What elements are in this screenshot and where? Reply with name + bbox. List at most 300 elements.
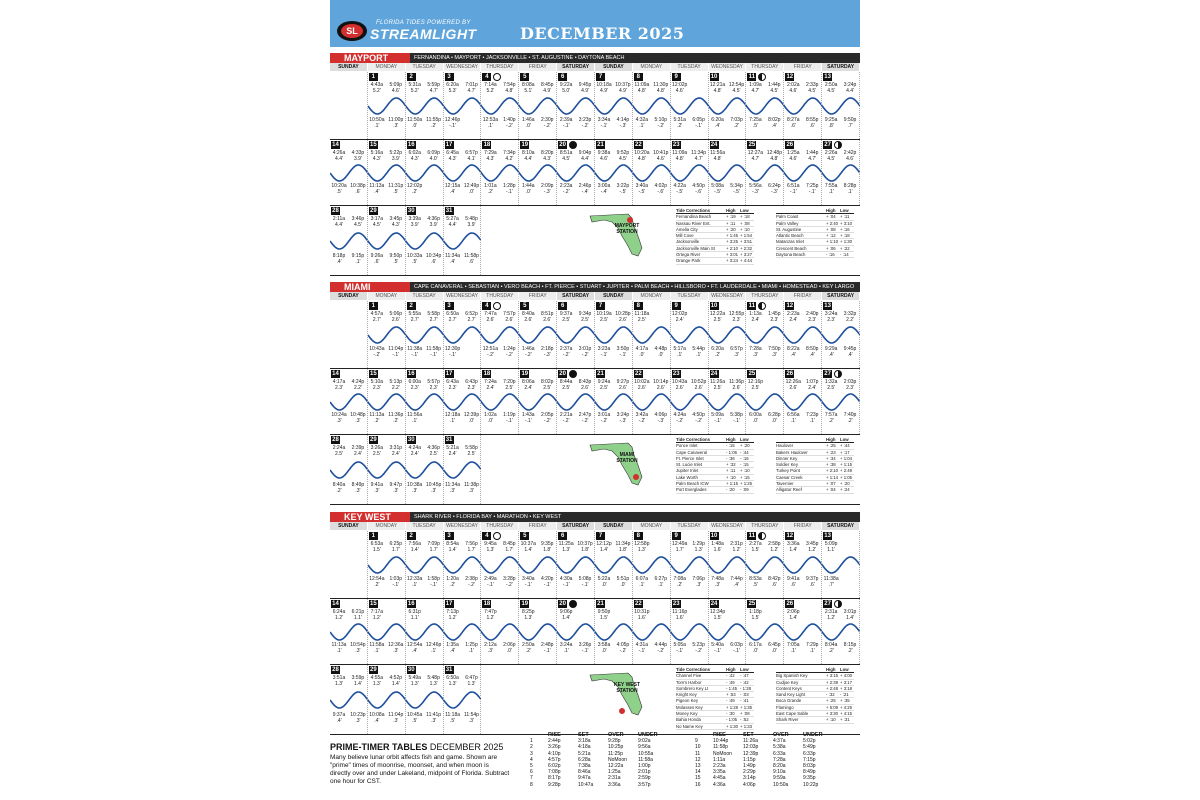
correction-cell: Cudjoe Key bbox=[776, 679, 799, 685]
day-cell bbox=[633, 531, 671, 598]
day-cell bbox=[330, 72, 368, 139]
prime-cell: 3:35a bbox=[713, 769, 726, 776]
day-cell bbox=[519, 301, 557, 368]
day-cell bbox=[444, 140, 482, 205]
day-number: 1 bbox=[369, 532, 378, 540]
low-tide-time: 5:23p -.2' bbox=[692, 642, 705, 654]
calendar-week-row bbox=[330, 140, 860, 206]
high-tide-time: 12:49a 1.7' bbox=[672, 541, 688, 553]
high-tide-time: 7:56a 1.4' bbox=[408, 541, 421, 553]
high-tide-time: 5:21a 2.4' bbox=[446, 445, 459, 457]
prime-cell: 1:25a bbox=[608, 769, 621, 776]
high-tide-time: 12:22a 2.5' bbox=[709, 311, 726, 323]
correction-row bbox=[776, 487, 854, 493]
correction-cell: - :30 bbox=[726, 711, 735, 717]
low-tide-time: 11:00p .3' bbox=[388, 117, 404, 129]
high-tide-time: 11:16p 1.6' bbox=[672, 609, 688, 621]
low-tide-time: 4:05p -.2' bbox=[616, 642, 630, 654]
prime-cell: 7:28a bbox=[773, 756, 786, 763]
day-number: 13 bbox=[824, 74, 831, 80]
weekday-label: TUESDAY bbox=[671, 63, 709, 71]
correction-cell: - 1:28 bbox=[740, 685, 751, 691]
prime-cell: 9:28p bbox=[548, 781, 561, 788]
high-tide-time: 10:52p 2.6' bbox=[690, 379, 707, 391]
low-tide-time: 5:22a .0' bbox=[597, 576, 611, 588]
high-tide-time: 1:09a 4.7' bbox=[749, 82, 762, 94]
prime-cell: 3 bbox=[530, 750, 533, 757]
correction-cell: + :08 bbox=[826, 226, 836, 232]
day-cell bbox=[519, 72, 557, 139]
prime-cell: 1:00p bbox=[638, 763, 651, 770]
high-tide-time: 4:55a 1.3' bbox=[370, 675, 384, 687]
low-tide-time: 9:37p .6' bbox=[805, 576, 819, 588]
prime-title-month: DECEMBER 2025 bbox=[429, 742, 504, 752]
prime-cell: 6:02p bbox=[548, 763, 561, 770]
tide-corrections-table-left bbox=[676, 667, 754, 730]
correction-cell: Jacksonville bbox=[676, 239, 700, 245]
high-tide-time: 10:19a 2.5' bbox=[596, 311, 612, 323]
low-tide-time: 2:38p -.2' bbox=[465, 576, 478, 588]
section-name: KEY WEST bbox=[330, 512, 410, 522]
correction-cell: Low bbox=[740, 667, 749, 672]
high-tide-time: 1:32a 2.5' bbox=[824, 379, 838, 391]
day-cell bbox=[784, 301, 822, 368]
prime-cell: NoMoon bbox=[608, 756, 627, 763]
tide-section-key-west bbox=[330, 512, 860, 740]
day-cell bbox=[444, 665, 482, 734]
correction-cell: Tide Corrections bbox=[676, 667, 711, 672]
day-cell bbox=[330, 140, 368, 205]
correction-cell: Port Everglades bbox=[676, 487, 707, 493]
low-tide-time: 3:23a -.1' bbox=[597, 346, 611, 358]
correction-cell: - :41 bbox=[740, 698, 749, 704]
day-number: 25 bbox=[748, 371, 756, 377]
correction-cell: Ponce Inlet bbox=[676, 443, 698, 449]
correction-cell: Low bbox=[740, 208, 749, 213]
day-number: 21 bbox=[597, 142, 604, 148]
prime-timer-tables bbox=[330, 732, 860, 800]
day-cell bbox=[406, 665, 444, 734]
low-tide-time: 10:20a .5' bbox=[331, 183, 347, 195]
day-cell bbox=[822, 140, 860, 205]
prime-cell: 13 bbox=[695, 763, 701, 770]
correction-cell: - :36 bbox=[726, 455, 735, 461]
low-tide-time: 2:46p -.4' bbox=[578, 183, 592, 195]
low-tide-time: 12:36a .3' bbox=[388, 642, 404, 654]
prime-header-cell: RISE bbox=[548, 732, 561, 738]
low-tide-time: 5:34p -.5' bbox=[730, 183, 743, 195]
correction-cell: + :10 bbox=[726, 474, 736, 480]
low-tide-time: 2:37a -.2' bbox=[559, 346, 573, 358]
low-tide-time: 2:49a -.1' bbox=[484, 576, 497, 588]
correction-cell: Crescent Beach bbox=[776, 245, 807, 251]
moon-phase-new-icon bbox=[569, 370, 577, 378]
low-tide-time: 4:48p .0' bbox=[654, 346, 668, 358]
high-tide-time: 11:36p 2.6' bbox=[729, 379, 744, 391]
day-cell bbox=[595, 599, 633, 664]
high-tide-time: 4:17a 2.3' bbox=[332, 379, 346, 391]
weekday-label: FRIDAY bbox=[784, 522, 822, 530]
section-stations: SHARK RIVER • FLORIDA BAY • MARATHON • KEY WEST bbox=[414, 514, 562, 520]
high-tide-time: 7:57p 2.6' bbox=[503, 311, 516, 323]
day-cell bbox=[746, 301, 784, 368]
correction-cell: + :18 bbox=[740, 214, 750, 220]
day-cell bbox=[330, 531, 368, 598]
low-tide-time: 7:57a .2' bbox=[824, 412, 838, 424]
correction-cell: High bbox=[726, 667, 736, 672]
day-number: 16 bbox=[407, 142, 415, 148]
day-number: 15 bbox=[370, 142, 377, 148]
prime-cell: 3:18a bbox=[578, 738, 591, 745]
day-number: 12 bbox=[786, 533, 794, 539]
low-tide-time: 12:39p .0' bbox=[463, 412, 480, 424]
day-cell bbox=[368, 435, 406, 504]
page-title: DECEMBER 2025 bbox=[520, 24, 685, 43]
high-tide-time: 2:42p 4.6' bbox=[843, 150, 857, 162]
high-tide-time: 7:54p 4.8' bbox=[503, 82, 516, 94]
correction-cell: Alligator Reef bbox=[776, 487, 802, 493]
day-number: 27 bbox=[824, 142, 831, 148]
correction-cell: + 1:35 bbox=[740, 704, 753, 710]
prime-cell: 8:20a bbox=[773, 763, 786, 770]
prime-cell: 9:10a bbox=[773, 769, 786, 776]
low-tide-time: 11:36p .2' bbox=[388, 412, 404, 424]
day-cell bbox=[709, 531, 747, 598]
correction-cell: Dinner Key bbox=[776, 455, 798, 461]
low-tide-time: 8:27a .6' bbox=[787, 117, 800, 129]
low-tide-time: 8:42p .6' bbox=[768, 576, 781, 588]
station-map-label: MIAMI STATION bbox=[616, 452, 638, 464]
day-number: 8 bbox=[634, 532, 643, 540]
correction-cell: + 1:10 bbox=[826, 239, 839, 245]
prime-cell: 2 bbox=[530, 744, 533, 751]
day-cell bbox=[784, 369, 822, 434]
day-number: 22 bbox=[635, 142, 642, 148]
day-number: 3 bbox=[445, 532, 454, 540]
correction-cell: - :42 bbox=[726, 673, 735, 679]
low-tide-time: 3:40a -.1' bbox=[522, 576, 535, 588]
prime-cell: 10:47a bbox=[578, 781, 594, 788]
correction-cell: + :10 bbox=[740, 226, 750, 232]
prime-header-cell: OVER bbox=[608, 732, 624, 738]
low-tide-time: 9:50p .7' bbox=[843, 117, 857, 129]
correction-cell: - :47 bbox=[740, 673, 749, 679]
correction-cell: + 2:10 bbox=[826, 468, 839, 474]
low-tide-time: 6:00a .0' bbox=[749, 412, 762, 424]
weekday-label: TUESDAY bbox=[406, 63, 444, 71]
high-tide-time: 8:06a 2.4' bbox=[522, 379, 535, 391]
day-cell bbox=[633, 72, 671, 139]
day-number: 2 bbox=[407, 302, 416, 310]
low-tide-time: 1:02a .0' bbox=[484, 412, 497, 424]
day-cell bbox=[784, 531, 822, 598]
day-number: 7 bbox=[596, 73, 605, 81]
prime-cell: 4:45a bbox=[713, 775, 726, 782]
low-tide-time: 4:22a -.5' bbox=[673, 183, 686, 195]
correction-cell: Jacksonville Main St bbox=[676, 245, 715, 251]
low-tide-time: 3:23p -.2' bbox=[578, 117, 592, 129]
weekday-label: SATURDAY bbox=[822, 63, 860, 71]
day-cell bbox=[330, 599, 368, 664]
correction-cell: + :34 bbox=[826, 455, 836, 461]
correction-cell: + 1:14 bbox=[826, 474, 839, 480]
high-tide-time: 5:27a 4.4' bbox=[446, 216, 459, 228]
high-tide-time: 7:24a 2.4' bbox=[484, 379, 497, 391]
high-tide-time: 2:50a 4.5' bbox=[824, 82, 838, 94]
low-tide-time: 5:31a .2' bbox=[673, 117, 686, 129]
high-tide-time: 6:47p 1.3' bbox=[465, 675, 478, 687]
day-cell bbox=[330, 301, 368, 368]
low-tide-time: 1:35a .4' bbox=[446, 642, 459, 654]
day-number: 6 bbox=[558, 302, 567, 310]
prime-table-a bbox=[530, 732, 668, 788]
weekday-label: SUNDAY bbox=[595, 292, 633, 300]
low-tide-time: 9:15p .1' bbox=[351, 253, 365, 265]
weekday-label: FRIDAY bbox=[784, 292, 822, 300]
low-tide-time: 4:50p -.2' bbox=[692, 412, 705, 424]
low-tide-time: 8:04a .2' bbox=[824, 642, 838, 654]
high-tide-time: 4:43a 5.2' bbox=[370, 82, 384, 94]
high-tide-time: 9:35p 1.8' bbox=[540, 541, 554, 553]
day-cell bbox=[709, 301, 747, 368]
correction-cell: Low bbox=[740, 437, 749, 442]
low-tide-time: 12:15a .4' bbox=[444, 183, 461, 195]
high-tide-time: 11:30p 4.8' bbox=[653, 82, 669, 94]
day-cell bbox=[671, 599, 709, 664]
high-tide-time: 1:45p 2.3' bbox=[768, 311, 781, 323]
correction-cell: Mill Cove bbox=[676, 233, 694, 239]
low-tide-time: 11:04p -.1' bbox=[388, 346, 404, 358]
prime-cell: 6:28a bbox=[578, 756, 591, 763]
day-number: 12 bbox=[786, 303, 794, 309]
correction-cell: + 3:25 bbox=[726, 239, 739, 245]
high-tide-time: 9:04p 4.4' bbox=[578, 150, 592, 162]
low-tide-time: 1:03p -.1' bbox=[389, 576, 403, 588]
high-tide-time: 9:50p 1.5' bbox=[597, 609, 611, 621]
day-cell bbox=[444, 435, 482, 504]
day-cell bbox=[557, 531, 595, 598]
day-cell bbox=[481, 72, 519, 139]
day-cell bbox=[746, 72, 784, 139]
high-tide-time: 5:58p 2.7' bbox=[427, 311, 440, 323]
weekday-label: WEDNESDAY bbox=[444, 522, 482, 530]
low-tide-time: 6:20a .4' bbox=[711, 117, 724, 129]
correction-cell: Lake Worth bbox=[676, 474, 698, 480]
low-tide-time: 3:01p -.2' bbox=[578, 346, 592, 358]
day-number: 20 bbox=[559, 142, 566, 148]
high-tide-time: 11:34p 1.8' bbox=[615, 541, 631, 553]
high-tide-time: 4:52p 1.4' bbox=[389, 675, 403, 687]
high-tide-time: 10:20a 4.8' bbox=[634, 150, 650, 162]
low-tide-time: 1:46a .0' bbox=[522, 117, 535, 129]
day-number: 29 bbox=[370, 208, 377, 214]
high-tide-time: 3:36a 1.4' bbox=[787, 541, 800, 553]
correction-cell: + 1:05 bbox=[840, 474, 853, 480]
weekday-label: MONDAY bbox=[368, 292, 406, 300]
prime-cell: 11:26a bbox=[743, 738, 758, 745]
high-tide-time: 3:45p 1.2' bbox=[805, 541, 819, 553]
calendar-week-row bbox=[330, 599, 860, 665]
day-number: 10 bbox=[710, 303, 718, 309]
day-cell bbox=[481, 140, 519, 205]
weekday-label: MONDAY bbox=[633, 292, 671, 300]
correction-cell: - :21 bbox=[840, 692, 849, 698]
florida-map-icon bbox=[588, 210, 644, 260]
correction-row bbox=[776, 252, 854, 258]
day-cell bbox=[444, 206, 482, 275]
moon-phase-new-icon bbox=[569, 600, 577, 608]
high-tide-time: 6:50a 2.7' bbox=[446, 311, 459, 323]
low-tide-time: 3:34a -.1' bbox=[597, 117, 611, 129]
low-tide-time: 1:46a -.2' bbox=[522, 346, 535, 358]
high-tide-time: 1:48a 1.6' bbox=[711, 541, 724, 553]
low-tide-time: 7:28a .3' bbox=[749, 346, 762, 358]
correction-cell: - :49 bbox=[726, 679, 735, 685]
day-cell bbox=[368, 72, 406, 139]
low-tide-time: 11:13a .1' bbox=[331, 642, 347, 654]
high-tide-time: 6:00a 2.3' bbox=[408, 379, 421, 391]
prime-cell: 10 bbox=[695, 744, 701, 751]
high-tide-time: 9:37a 2.5' bbox=[559, 311, 573, 323]
prime-cell: 5 bbox=[530, 763, 533, 770]
prime-cell: 8:17p bbox=[548, 775, 561, 782]
low-tide-time: 10:45a .5' bbox=[407, 712, 423, 724]
day-number: 29 bbox=[370, 437, 377, 443]
day-cell bbox=[444, 599, 482, 664]
weekday-label: TUESDAY bbox=[671, 292, 709, 300]
day-number: 25 bbox=[748, 601, 756, 607]
high-tide-time: 3:24a 2.3' bbox=[824, 311, 838, 323]
correction-cell: + 3:10 bbox=[840, 220, 853, 226]
high-tide-time: 5:59p 4.7' bbox=[427, 82, 440, 94]
day-cell bbox=[519, 369, 557, 434]
high-tide-time: 10:37p 1.8' bbox=[577, 541, 593, 553]
prime-cell: 9:59a bbox=[773, 775, 786, 782]
day-cell bbox=[595, 369, 633, 434]
high-tide-time: 8:51a 4.5' bbox=[559, 150, 573, 162]
low-tide-time: 8:40a .2' bbox=[332, 482, 346, 494]
prime-cell: NoMoon bbox=[713, 750, 732, 757]
low-tide-time: 11:34a .4' bbox=[445, 253, 461, 265]
high-tide-time: 7:56p 1.7' bbox=[465, 541, 478, 553]
correction-cell: Big Spanish Key bbox=[776, 673, 808, 679]
day-number: 9 bbox=[672, 532, 681, 540]
high-tide-time: 10:37p 4.9' bbox=[615, 82, 631, 94]
prime-cell: 2:59p bbox=[638, 775, 651, 782]
low-tide-time: 5:09a -.1' bbox=[711, 412, 724, 424]
correction-cell: - :16 bbox=[740, 455, 749, 461]
low-tide-time: 11:31p .5' bbox=[388, 183, 404, 195]
day-number: 24 bbox=[710, 371, 718, 377]
high-tide-time: 7:47p 1.2' bbox=[484, 609, 497, 621]
low-tide-time: 7:50p .3' bbox=[768, 346, 781, 358]
day-number: 11 bbox=[748, 303, 756, 309]
low-tide-time: 10:33a .5' bbox=[407, 253, 423, 265]
section-header-bar bbox=[330, 512, 860, 522]
prime-cell: 7:08p bbox=[548, 769, 561, 776]
day-number: 14 bbox=[332, 601, 339, 607]
correction-cell: Turkey Point bbox=[776, 468, 800, 474]
day-number: 14 bbox=[332, 371, 339, 377]
low-tide-time: 10:08a .4' bbox=[369, 712, 385, 724]
prime-cell: 15 bbox=[695, 775, 701, 782]
low-tide-time: 10:45p .3' bbox=[425, 482, 442, 494]
correction-cell: + 4:44 bbox=[740, 258, 753, 264]
weekday-label: TUESDAY bbox=[406, 292, 444, 300]
prime-description: Many believe lunar orbit affects fish and game. Shown are "prime" times of moonrise, moonset, and when moon is directly over and under Lakeland, midpoint of Florida. Subtract one hour for CST. bbox=[330, 754, 510, 785]
high-tide-time: 8:51p 2.6' bbox=[540, 311, 554, 323]
low-tide-time: 11:58p -.1' bbox=[426, 346, 442, 358]
day-cell bbox=[406, 435, 444, 504]
high-tide-time: 4:33p 3.9' bbox=[351, 150, 365, 162]
low-tide-time: 3:42a -.2' bbox=[635, 412, 649, 424]
low-tide-time: 3:40a -.5' bbox=[635, 183, 649, 195]
moon-phase-last-icon bbox=[758, 73, 766, 81]
low-tide-time: 8:55p .6' bbox=[805, 117, 819, 129]
low-tide-time: 1:25p .1' bbox=[465, 642, 478, 654]
correction-cell: Channel Five bbox=[676, 673, 702, 679]
day-cell bbox=[746, 599, 784, 664]
low-tide-time: 5:05a -.1' bbox=[673, 642, 686, 654]
high-tide-time: 2:39p 2.4' bbox=[351, 445, 365, 457]
day-cell bbox=[746, 531, 784, 598]
correction-cell: + :20 bbox=[840, 481, 850, 487]
day-number: 10 bbox=[710, 74, 718, 80]
day-number: 5 bbox=[520, 302, 529, 310]
low-tide-time: 12:46p .1' bbox=[425, 642, 442, 654]
day-cell bbox=[519, 599, 557, 664]
correction-cell: + :25 bbox=[826, 698, 836, 704]
day-cell bbox=[368, 665, 406, 734]
correction-cell: Low bbox=[840, 208, 849, 213]
correction-cell: + :23 bbox=[826, 449, 836, 455]
low-tide-time: 3:24p -.3' bbox=[616, 412, 630, 424]
day-number: 31 bbox=[445, 208, 453, 214]
day-number: 16 bbox=[407, 601, 415, 607]
correction-cell: Sombrero Key Lt bbox=[676, 685, 709, 691]
day-cell bbox=[368, 140, 406, 205]
correction-cell: Low bbox=[840, 667, 849, 672]
correction-cell: - :03 bbox=[740, 692, 749, 698]
prime-cell: 11:58p bbox=[713, 744, 728, 751]
high-tide-time: 5:13p 2.2' bbox=[389, 379, 403, 391]
correction-cell: + 4:15 bbox=[840, 711, 853, 717]
day-number: 13 bbox=[824, 303, 831, 309]
low-tide-time: 6:20a .2' bbox=[711, 346, 724, 358]
day-number: 30 bbox=[407, 208, 415, 214]
day-number: 9 bbox=[672, 302, 681, 310]
high-tide-time: 6:50a 1.3' bbox=[446, 675, 459, 687]
high-tide-time: 9:38a 4.6' bbox=[597, 150, 611, 162]
prime-cell: 4:37a bbox=[773, 738, 786, 745]
low-tide-time: 3:00a -.4' bbox=[597, 183, 611, 195]
low-tide-time: 11:04p .3' bbox=[388, 712, 404, 724]
high-tide-time: 10:14p 2.6' bbox=[653, 379, 669, 391]
high-tide-time: 8:40a 2.6' bbox=[522, 311, 535, 323]
low-tide-time: 11:58p .6' bbox=[464, 253, 479, 265]
high-tide-time: 5:09p 4.6' bbox=[389, 82, 403, 94]
moon-phase-last-icon bbox=[758, 532, 766, 540]
low-tide-time: 9:50p .5' bbox=[389, 253, 403, 265]
prime-cell: 4:18a bbox=[578, 744, 591, 751]
day-number: 23 bbox=[672, 601, 680, 607]
low-tide-time: 7:25a .5' bbox=[749, 117, 762, 129]
weekday-label: WEDNESDAY bbox=[444, 63, 482, 71]
prime-cell: 9:47a bbox=[578, 775, 591, 782]
correction-cell: + :44 bbox=[840, 443, 850, 449]
day-cell bbox=[746, 369, 784, 434]
day-number: 5 bbox=[520, 73, 529, 81]
